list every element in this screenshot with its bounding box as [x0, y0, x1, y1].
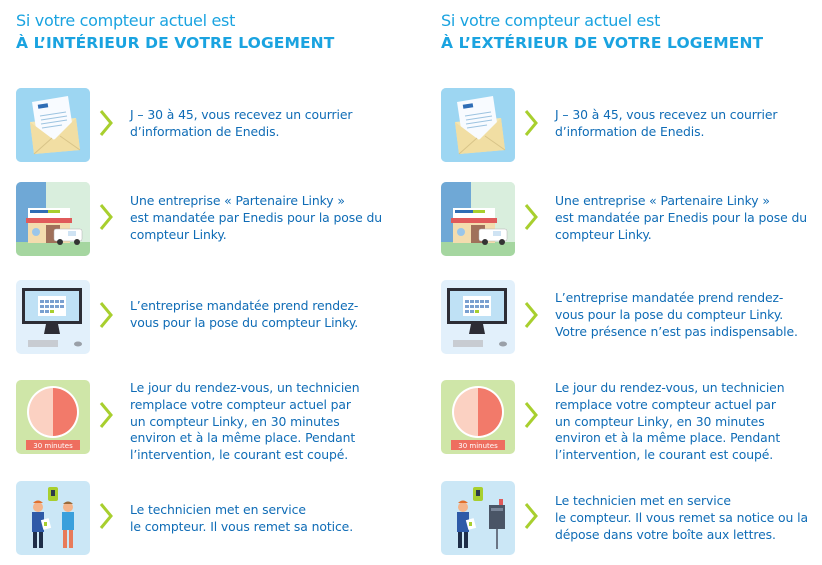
step-courrier — [441, 88, 822, 163]
svg-text:30 minutes: 30 minutes — [458, 442, 498, 450]
step-mise-en-service — [16, 481, 411, 556]
chevron-right-icon — [98, 400, 114, 430]
step-text: J – 30 à 45, vous recevez un courrier d’information de Enedis. — [130, 107, 353, 139]
letter-envelope-icon — [16, 88, 90, 162]
letter-envelope-icon — [441, 88, 515, 162]
chevron-right-icon — [523, 501, 539, 531]
heading-line2: À L’INTÉRIEUR DE VOTRE LOGEMENT — [16, 34, 335, 52]
step-mise-en-service — [441, 481, 822, 556]
chevron-right-icon — [98, 202, 114, 232]
step-text: Le technicien met en service le compteur. Il vous remet sa notice ou la dépose dans votre boîte aux lettres. — [555, 493, 808, 542]
step-text: Le jour du rendez-vous, un technicien remplace votre compteur actuel par un compteur Linky, en 30 minutes environ et à la même place. Pendant l’intervention, le courant est coupé. — [130, 380, 360, 463]
step-intervention — [441, 380, 822, 463]
step-intervention — [16, 380, 411, 463]
chevron-right-icon — [98, 300, 114, 330]
chevron-right-icon — [523, 400, 539, 430]
column-exterieur — [425, 0, 822, 565]
partner-shop-van-icon — [441, 182, 515, 256]
svg-text:30 minutes: 30 minutes — [33, 442, 73, 450]
technician-mailbox-icon — [441, 481, 515, 555]
timer-30-minutes-icon — [441, 380, 515, 454]
technician-customer-icon — [16, 481, 90, 555]
step-text: Une entreprise « Partenaire Linky » est mandatée par Enedis pour la pose du compteur Linky. — [130, 193, 382, 242]
step-text: Le jour du rendez-vous, un technicien remplace votre compteur actuel par un compteur Linky, en 30 minutes environ et à la même place. Pendant l’intervention, le courant est coupé. — [555, 380, 785, 463]
step-text: J – 30 à 45, vous recevez un courrier d’information de Enedis. — [555, 107, 778, 139]
heading-line2: À L’EXTÉRIEUR DE VOTRE LOGEMENT — [441, 34, 764, 52]
step-rendez-vous — [441, 280, 822, 355]
chevron-right-icon — [98, 108, 114, 138]
chevron-right-icon — [98, 501, 114, 531]
chevron-right-icon — [523, 300, 539, 330]
step-partenaire — [16, 182, 411, 257]
chevron-right-icon — [523, 202, 539, 232]
step-rendez-vous — [16, 280, 411, 355]
partner-shop-van-icon — [16, 182, 90, 256]
step-text: Le technicien met en service le compteur. Il vous remet sa notice. — [130, 502, 354, 534]
timer-30-minutes-icon — [16, 380, 90, 454]
heading-line1: Si votre compteur actuel est — [16, 11, 236, 30]
step-text: L’entreprise mandatée prend rendez- vous pour la pose du compteur Linky. Votre présence n’est pas indispensable. — [555, 290, 798, 339]
step-text: L’entreprise mandatée prend rendez- vous pour la pose du compteur Linky. — [130, 298, 359, 330]
step-text: Une entreprise « Partenaire Linky » est mandatée par Enedis pour la pose du compteur Linky. — [555, 193, 807, 242]
step-partenaire — [441, 182, 822, 257]
column-heading — [441, 10, 763, 54]
column-heading — [16, 10, 334, 54]
step-courrier — [16, 88, 411, 163]
computer-calendar-icon — [441, 280, 515, 354]
chevron-right-icon — [523, 108, 539, 138]
computer-calendar-icon — [16, 280, 90, 354]
heading-line1: Si votre compteur actuel est — [441, 11, 661, 30]
